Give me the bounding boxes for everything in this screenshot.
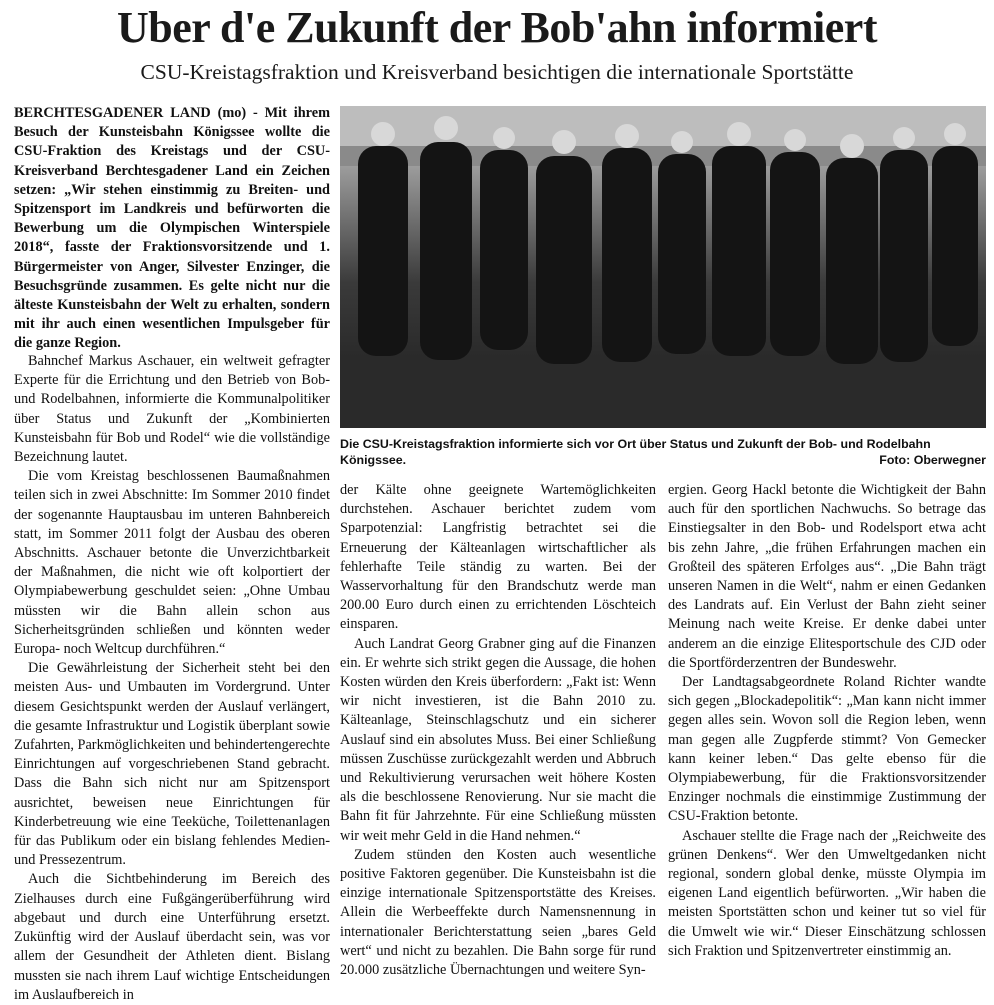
article-column-3 (668, 481, 986, 967)
lead-paragraph: BERCHTESGADENER LAND (mo) - Mit ihrem Besuch der Kunsteisbahn Königssee wollte die CSU-Fraktion des Kreistags und der CSU-Kreisverband Berchtesgadener Land ein Zeichen setzen: „Wir stehen einstimmig zu Breiten- und Spitzensport im Landkreis und befürworten die Bewerbung um die Olympischen Winterspiele 2018“, fasste der Fraktionsvorsitzende und 1. Bürgermeister von Anger, Silvester Enzinger, die Besuchsgründe zusammen. Es gelte nicht nur die älteste Kunsteisbahn der Welt zu erhalten, sondern mit ihr auch einen wesentlichen Impulsgeber für die ganze Region. (14, 105, 330, 352)
group-photo (340, 106, 986, 428)
paragraph: Die vom Kreistag beschlossenen Baumaßnahmen teilen sich in zwei Abschnitte: Im Sommer 2010 findet der sogenannte Hauptausbau im unteren Bahnbereich statt, im Sommer 2011 folgt der Ausbau des oberen Abschnitts. Aschauer betonte die Unverzichtbarkeit der Maßnahmen, die nicht wie oft kolportiert der Olympiabewerbung geschuldet seien: „Ohne Umbau müssten wir die Bahn allein schon aus Sicherheitsgründen schließen und könnten weder Europa- noch Weltcup durchführen.“ (14, 468, 330, 658)
paragraph: ergien. Georg Hackl betonte die Wichtigkeit der Bahn auch für den sportlichen Nachwuchs. So betrage das Einstiegsalter in den Bob- und Rodelsport etwa acht bis zehn Jahre, „die frühen Erfahrungen machen ein Großteil des späteren Erfolges aus“. „Die Bahn trägt unseren Namen in die Welt“, nahm er einen Gedanken des Landrats auf. Ein Verlust der Bahn zieht seiner Meinung nach weite Kreise. Er denke dabei unter anderem an die einzige Elitesportschule des CJD oder die Sportförderzentren der Bundeswehr. (668, 482, 986, 671)
paragraph: Auch Landrat Georg Grabner ging auf die Finanzen ein. Er wehrte sich strikt gegen die Aussage, die hohen Kosten würden den Kreis überfordern: „Fakt ist: Wenn wir nicht investieren, ist die Bahn 2010 zu. Kälteanlage, Steinschlagschutz und ein sicherer Auslauf sind ein absolutes Muss. Bei einer Schließung müssen Zuschüsse zurückgezahlt werden und Abbruch und Rekultivierung verursachen weit höhere Kosten als die beschlossene Renovierung. Nur sie macht die Bahn fit für Jahrzehnte. Für eine Schließung müssten wir weit mehr Geld in die Hand nehmen.“ (340, 635, 656, 844)
caption-text: Die CSU-Kreistagsfraktion informierte sich vor Ort über Status und Zukunft der Bob- und Rodelbahn Königssee. (340, 437, 931, 467)
group-photo-graphic (340, 106, 986, 428)
paragraph: Auch die Sichtbehinderung im Bereich des Zielhauses durch eine Fußgängerüberführung wird abgebaut und durch eine Unterführung ersetzt. Zukünftig wird der Auslauf überdacht sein, was vor allem der Gesundheit der Athleten dient. Bislang mussten sie nach ihrem Lauf wichtige Entscheidungen im Auslaufbereich in (14, 871, 330, 1003)
paragraph: Die Gewährleistung der Sicherheit steht bei den meisten Aus- und Umbauten im Vordergrund. Unter diesem Gesichtspunkt werden der Auslauf verlängert, die gesamte Infrastruktur und Logistik überplant sowie Zufahrten, Parkmöglichkeiten und behindertengerechte Einrichtungen auf vorgeschriebenen Stand gebracht. Dass die Bahn sich nicht nur am Spitzensport ausrichtet, beweisen neue Einrichtungen für Kinderbetreuung wie eine Teeküche, Toilettenanlagen für das Publikum oder ein bislang fehlendes Medien- und Pressezentrum. (14, 660, 330, 869)
headline: Uber d'e Zukunft der Bob'ahn informiert (117, 3, 877, 52)
article-column-1 (14, 352, 330, 1003)
photo-caption (340, 436, 986, 468)
paragraph: Bahnchef Markus Aschauer, ein weltweit gefragter Experte für die Errichtung und den Betrieb von Bob- und Rodelbahnen, informierte die Kommunalpolitiker über Status und Zukunft der „Kombinierten Kunsteisbahn für Bob und Rodel“ wie die vollständige Bezeichnung lautet. (14, 353, 330, 466)
paragraph: der Kälte ohne geeignete Wartemöglichkeiten durchstehen. Aschauer berichtet zudem vom Sparpotenzial: Langfristig betrachtet sei die Erneuerung der Kälteanlagen wirtschaftlicher als fehlerhafte Teile ständig zu warten. Bei der Wasservorhaltung für den Brandschutz werde man 200.00 Euro durch einen zu errichtenden Löschteich einsparen. (340, 482, 656, 633)
paragraph: Der Landtagsabgeordnete Roland Richter wandte sich gegen „Blockadepolitik“: „Man kann nicht immer gegen alles sein. Wovon soll die Region leben, wenn man gegen alle Zugpferde stimmt? Von Gemecker kann keiner leben.“ Das gelte ebenso für die Olympiabewerbung, für die Fraktionsvorsitzender Enzinger nochmals die einstimmige Zustimmung der CSU-Fraktion betonte. (668, 674, 986, 825)
paragraph: Aschauer stellte die Frage nach der „Reichweite des grünen Denkens“. Wer den Umweltgedanken nicht regional, sondern global denke, müsste Olympia im eigenen Land eigentlich befürworten. „Wir haben die meisten Sportstätten schon und keiner tut so viel für die Umwelt wie wir.“ Dieser Einschätzung schlossen sich Fraktion und Spitzenvertreter einstimmig an. (668, 827, 986, 959)
paragraph: Zudem stünden den Kosten auch wesentliche positive Faktoren gegenüber. Die Kunsteisbahn ist die einzige internationale Spitzensportstätte des Kreises. Allein die Werbeeffekte durch Namensnennung in internationaler Berichterstattung seien „bares Geld wert“ und nicht zu bezahlen. Die Bahn sorge für rund 20.000 zusätzliche Übernachtungen und weitere Syn- (340, 846, 656, 979)
subheadline: CSU-Kreistagsfraktion und Kreisverband besichtigen die internationale Sportstätte (140, 60, 854, 84)
lead-column (14, 104, 330, 352)
photo-credit: Foto: Oberwegner (879, 453, 986, 467)
article-column-2 (340, 481, 656, 979)
